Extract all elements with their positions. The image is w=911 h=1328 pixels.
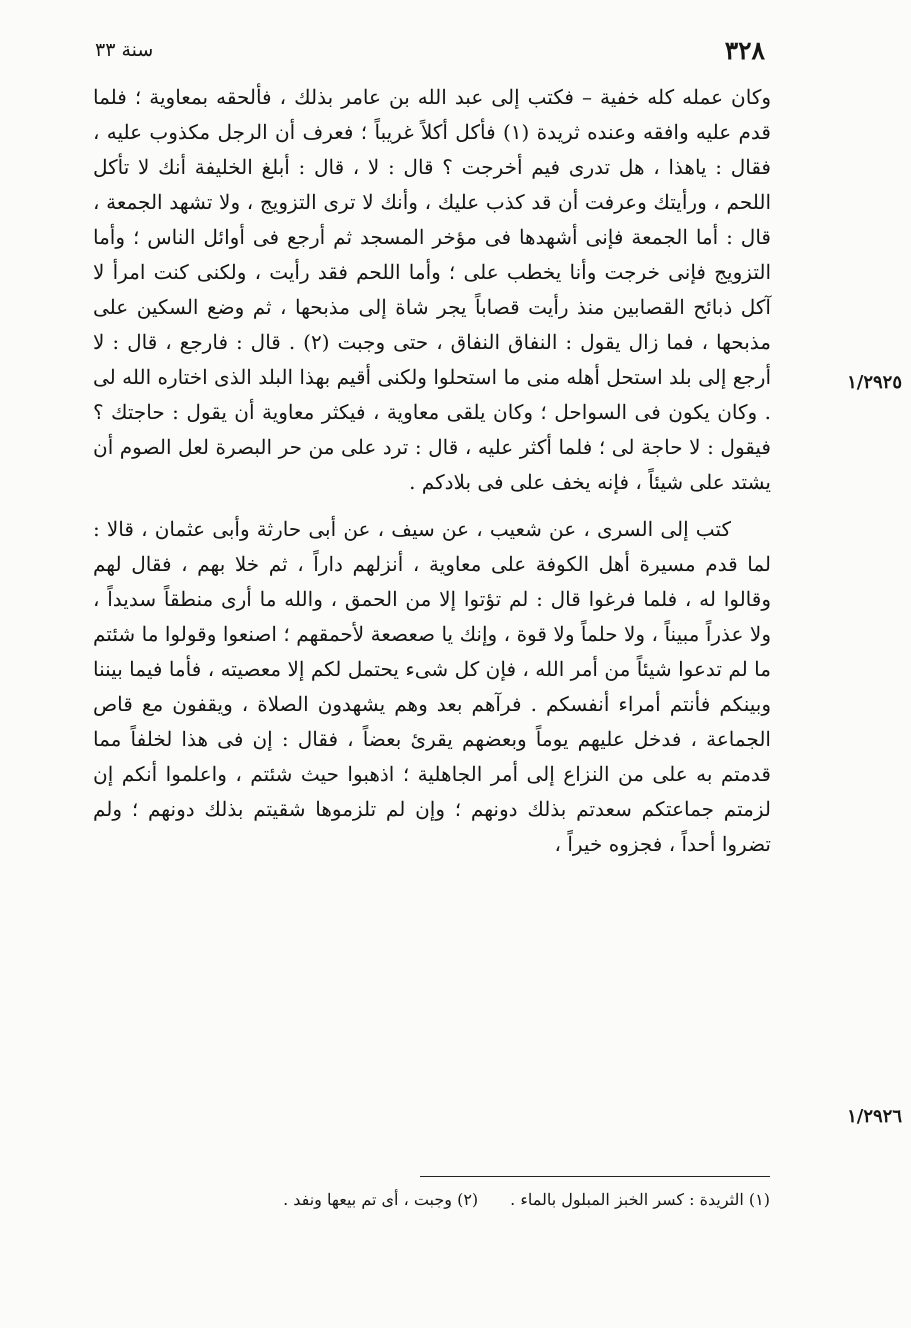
footnotes	[120, 1188, 770, 1212]
footnote: (٢) وجبت ، أى تم بيعها ونفد .	[283, 1190, 479, 1209]
margin-reference: ١/٢٩٢٦	[847, 1106, 902, 1127]
footnote-divider	[420, 1176, 770, 1177]
page-header	[95, 30, 765, 70]
main-text	[93, 80, 771, 862]
paragraph: كتب إلى السرى ، عن شعيب ، عن سيف ، عن أبى حارثة وأبى عثمان ، قالا : لما قدم مسيرة أهل الكوفة على معاوية ، أنزلهم داراً ، ثم خلا بهم ، فقال لهم وقالوا له ، فلما فرغوا قال : لم تؤتوا إلا من الحمق ، والله ما أرى منطقاً سديداً ، ولا عذراً مبيناً ، ولا حلماً ولا قوة ، وإنك يا صعصعة لأحمقهم ؛ اصنعوا وقولوا ما شئتم ما لم تدعوا شيئاً من أمر الله ، فإن كل شىء يحتمل لكم إلا معصيته ، فأما فيما بيننا وبينكم فأنتم أمراء أنفسكم . فرآهم بعد وهم يشهدون الصلاة ، ويقفون مع قاص الجماعة ، فدخل عليهم يوماً وبعضهم يقرئ بعضاً ، فقال : إن فى هذا لخلفاً مما قدمتم به على من النزاع إلى أمر الجاهلية ؛ اذهبوا حيث شئتم ، واعلموا أنكم إن لزمتم جماعتكم سعدتم بذلك دونهم ؛ وإن لم تلزموها شقيتم بذلك دونهم ؛ ولم تضروا أحداً ، فجزوه خيراً ،	[93, 517, 771, 856]
page-number: ٣٢٨	[724, 35, 765, 65]
footnote: (١) الثريدة : كسر الخبز المبلول بالماء .	[510, 1190, 770, 1209]
paragraph: وكان عمله كله خفية – فكتب إلى عبد الله بن عامر بذلك ، فألحقه بمعاوية ؛ فلما قدم عليه وافقه وعنده ثريدة (١) فأكل أكلاً غريباً ؛ فعرف أن الرجل مكذوب عليه ، فقال : ياهذا ، هل تدرى فيم أخرجت ؟ قال : لا ، قال : أبلغ الخليفة أنك لا تأكل اللحم ، ورأيتك وعرفت أن قد كذب عليك ، وأنك لا ترى التزويج ، ولا تشهد الجمعة ، قال : أما الجمعة فإنى أشهدها فى مؤخر المسجد ثم أرجع فى أوائل الناس ؛ وأما التزويج فإنى خرجت وأنا يخطب على ؛ وأما اللحم فقد رأيت ، ولكنى كنت امرأ لا آكل ذبائح القصابين منذ رأيت قصاباً يجر شاة إلى مذبحها ، ثم وضع السكين على مذبحها ، فما زال يقول : النفاق النفاق ، حتى وجبت (٢) . قال : فارجع ، قال : لا أرجع إلى بلد استحل أهله منى ما استحلوا ولكنى أقيم بهذا البلد الذى اختاره الله لى . وكان يكون فى السواحل ؛ وكان يلقى معاوية ، فيكثر معاوية أن يقول : حاجتك ؟ فيقول : لا حاجة لى ؛ فلما أكثر عليه ، قال : ترد على من حر البصرة لعل الصوم أن يشتد على شيئاً ، فإنه يخف على فى بلادكم .	[93, 85, 771, 494]
margin-reference: ١/٢٩٢٥	[847, 372, 902, 393]
running-head-year: سنة ٣٣	[95, 39, 154, 61]
